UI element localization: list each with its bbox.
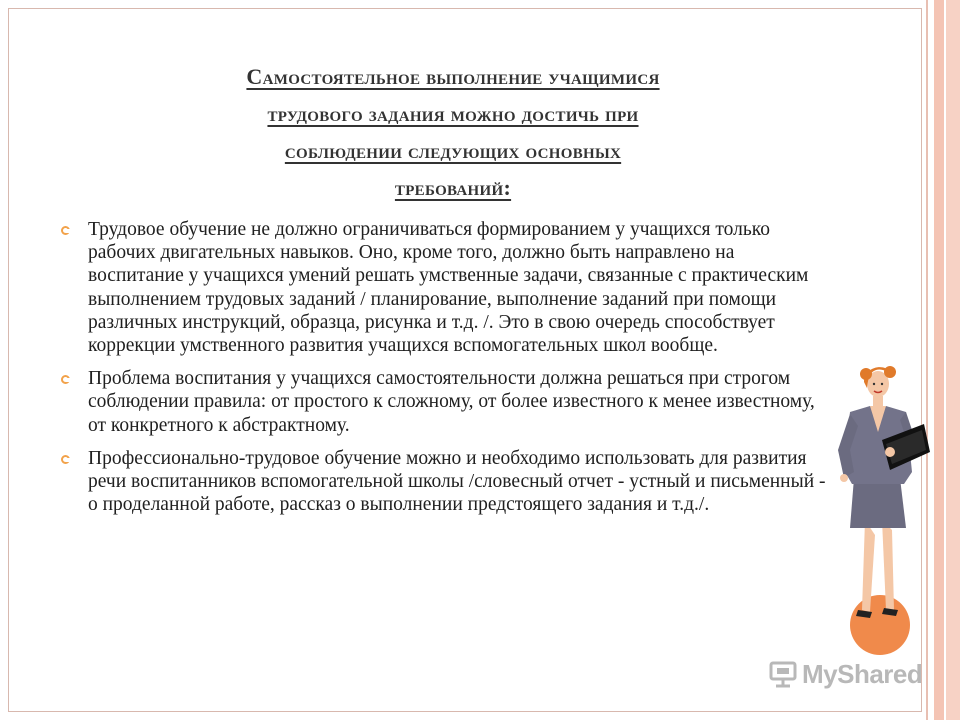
bullet-text: Проблема воспитания у учащихся самостоятельности должна решаться при строгом соблюдении правила: от простого к сложному, от более известного к менее известному, от конкретного к абстрактному. <box>88 368 815 436</box>
bullet-ring-icon <box>61 375 70 384</box>
list-item <box>58 367 828 437</box>
bullet-ring-icon <box>61 226 70 235</box>
title-line-1: Самостоятельное выполнение учащимися <box>246 64 660 89</box>
title-line-4: требований: <box>394 175 512 200</box>
list-item <box>58 218 828 357</box>
bullet-text: Профессионально-трудовое обучение можно и необходимо использовать для развития речи воспитанников вспомогательной школы /словесный отчет - устный и письменный - о проделанной работе, рассказ о выполнении предстоящего задания и т.д./. <box>88 447 826 516</box>
decorative-stripe-outer <box>946 0 960 720</box>
bullet-list <box>58 218 828 526</box>
title-line-2: трудового задания можно достичь при <box>267 101 639 126</box>
watermark-text: MyShared <box>802 658 923 689</box>
bullet-ring-icon <box>61 455 70 464</box>
presentation-board-icon <box>768 659 798 689</box>
decorative-stripe <box>934 0 944 720</box>
bullet-text: Трудовое обучение не должно ограничиваться формированием у учащихся только рабочих двигательных навыков. Оно, кроме того, должно быть направлено на воспитание у учащихся умений решать умственные задачи, связанные с практическим выполнением трудовых заданий / планирование, выполнение заданий при помощи различных инструкций, образца, рисунка и т.д. /. Это в свою очередь способствует коррекции умственного развития учащихся вспомогательных школ вообще. <box>88 219 809 357</box>
myshared-watermark <box>768 654 922 694</box>
title-line-3: соблюдении следующих основных <box>284 138 622 163</box>
teacher-illustration-icon <box>820 360 930 660</box>
slide-title <box>48 58 858 206</box>
list-item <box>58 447 828 517</box>
